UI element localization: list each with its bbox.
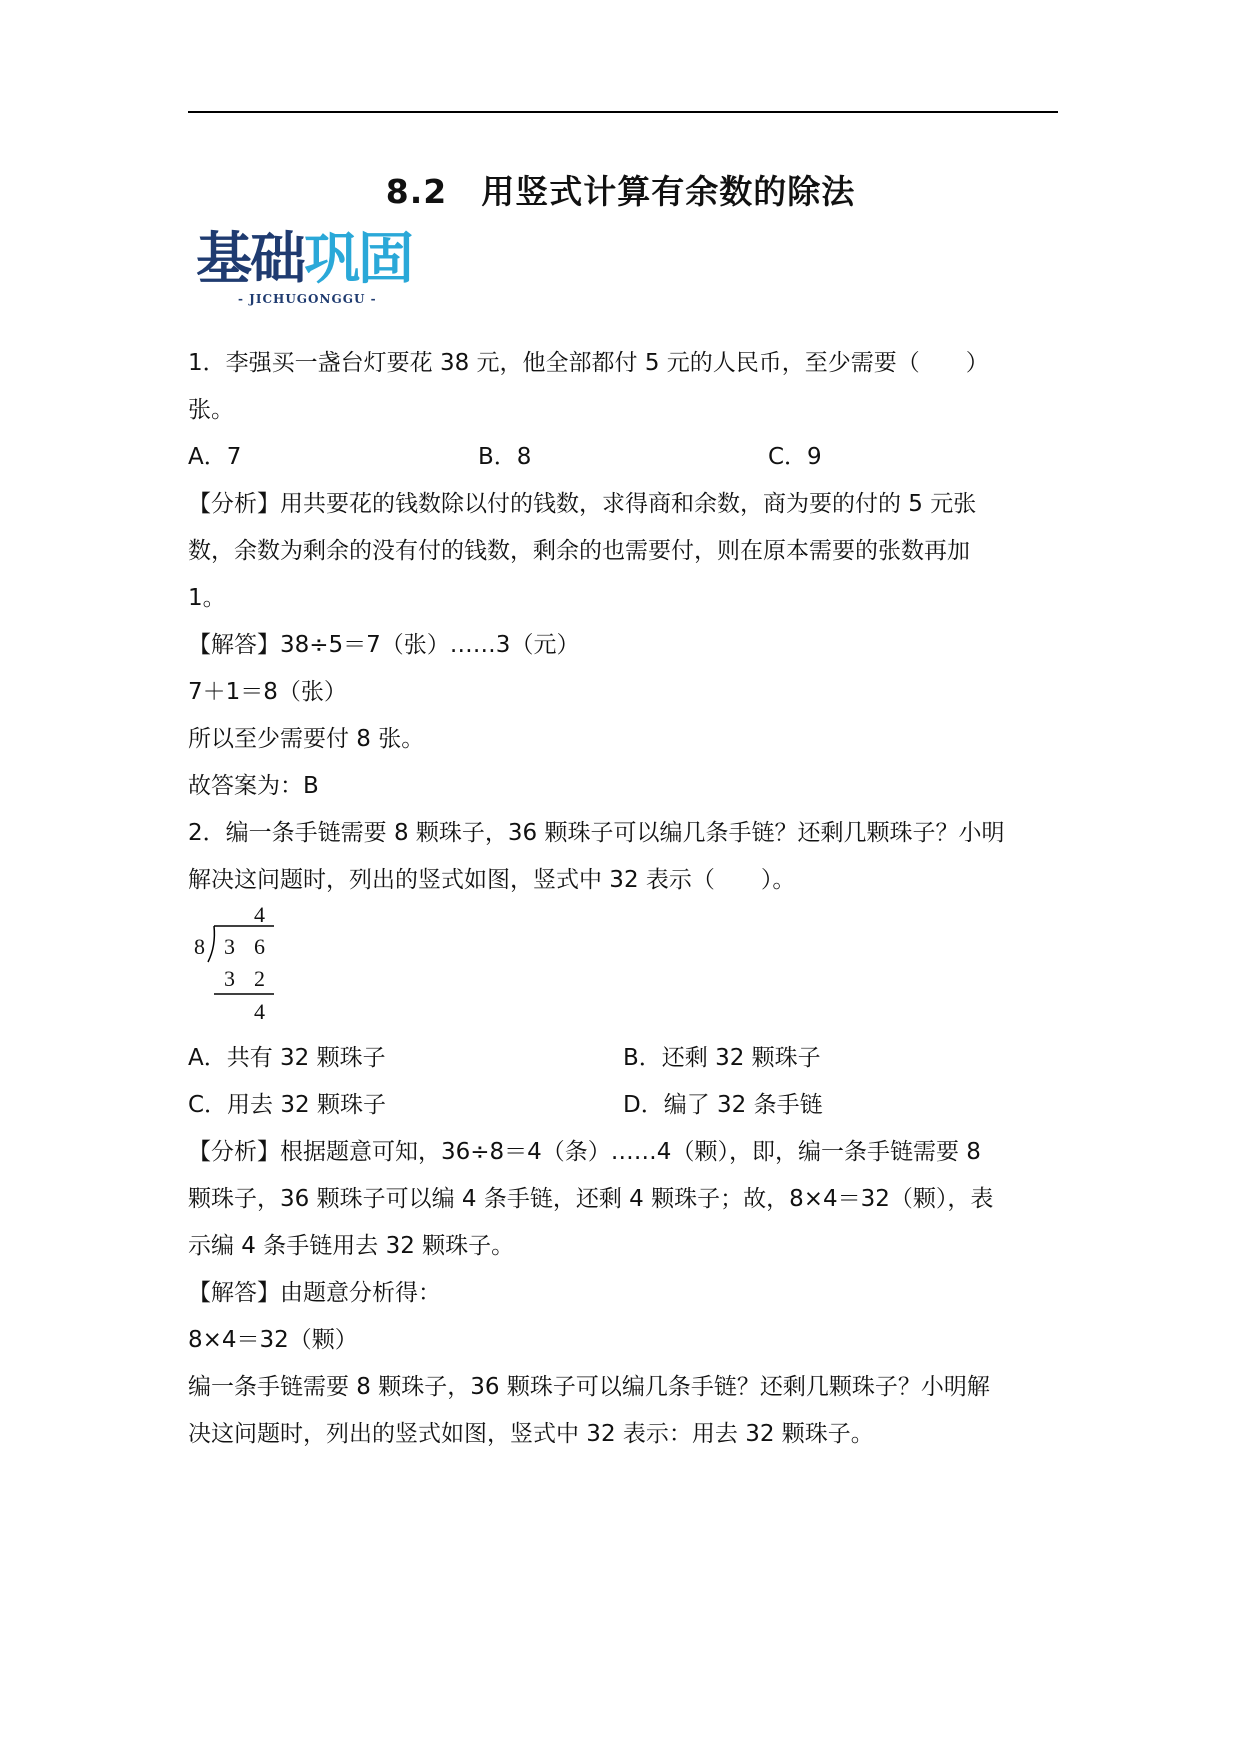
q2-options-row (188, 1035, 1058, 1082)
section-logo (196, 227, 426, 310)
logo-subtitle: - JICHUGONGGU - (238, 292, 377, 306)
division-remainder: 4 (254, 999, 265, 1024)
logo-text-main: 基础 (196, 227, 304, 292)
q1-answer-line: 故答案为：B (188, 773, 319, 799)
q2-option-c: C．用去 32 颗珠子 (188, 1092, 386, 1118)
q1-analysis-line: 1。 (188, 585, 226, 611)
q1-stem-line: 张。 (188, 397, 234, 423)
division-dividend-digit: 3 (224, 934, 235, 959)
q1-option-b: B．8 (478, 444, 532, 470)
logo-text-accent: 巩固 (304, 227, 412, 292)
q2-answer-line: 8×4＝32（颗） (188, 1327, 358, 1353)
q2-option-b: B．还剩 32 颗珠子 (623, 1045, 821, 1071)
q1-option-a: A．7 (188, 444, 242, 470)
q1-analysis-line: 数，余数为剩余的没有付的钱数，剩余的也需要付，则在原本需要的张数再加 (188, 538, 970, 564)
header-rule (188, 111, 1058, 113)
q2-stem-line: 2．编一条手链需要 8 颗珠子，36 颗珠子可以编几条手链？还剩几颗珠子？小明 (188, 820, 1005, 846)
division-dividend-digit: 6 (254, 934, 265, 959)
q1-answer-line: 所以至少需要付 8 张。 (188, 726, 425, 752)
q2-stem-line: 解决这问题时，列出的竖式如图，竖式中 32 表示（ ）。 (188, 867, 796, 893)
q2-option-d: D．编了 32 条手链 (623, 1092, 823, 1118)
q2-options-row (188, 1082, 1058, 1129)
q2-analysis-line: 示编 4 条手链用去 32 颗珠子。 (188, 1233, 515, 1259)
q1-option-c: C．9 (768, 444, 822, 470)
q1-analysis-line: 【分析】用共要花的钱数除以付的钱数，求得商和余数，商为要的付的 5 元张 (188, 491, 977, 517)
q2-answer-line: 编一条手链需要 8 颗珠子，36 颗珠子可以编几条手链？还剩几颗珠子？小明解 (188, 1374, 990, 1400)
division-lines (190, 904, 390, 1031)
division-quotient: 4 (254, 902, 265, 927)
document-body (188, 340, 1058, 1458)
q2-option-a: A．共有 32 颗珠子 (188, 1045, 386, 1071)
q2-answer-line: 决这问题时，列出的竖式如图，竖式中 32 表示：用去 32 颗珠子。 (188, 1421, 874, 1447)
q2-answer-line: 【解答】由题意分析得： (188, 1280, 441, 1306)
division-product-digit: 3 (224, 966, 235, 991)
long-division-figure (190, 904, 390, 1031)
q1-options (188, 434, 1058, 481)
q2-analysis-line: 颗珠子，36 颗珠子可以编 4 条手链，还剩 4 颗珠子；故，8×4＝32（颗），表 (188, 1186, 994, 1212)
q2-analysis-line: 【分析】根据题意可知，36÷8＝4（条）……4（颗），即，编一条手链需要 8 (188, 1139, 981, 1165)
division-product-digit: 2 (254, 966, 265, 991)
page-title: 8.2 用竖式计算有余数的除法 (385, 172, 856, 211)
q1-answer-line: 【解答】38÷5＝7（张）……3（元） (188, 632, 580, 658)
q1-stem-line: 1．李强买一盏台灯要花 38 元，他全部都付 5 元的人民币，至少需要（ ） (188, 350, 989, 376)
division-divisor: 8 (194, 934, 205, 959)
q1-answer-line: 7＋1＝8（张） (188, 679, 347, 705)
